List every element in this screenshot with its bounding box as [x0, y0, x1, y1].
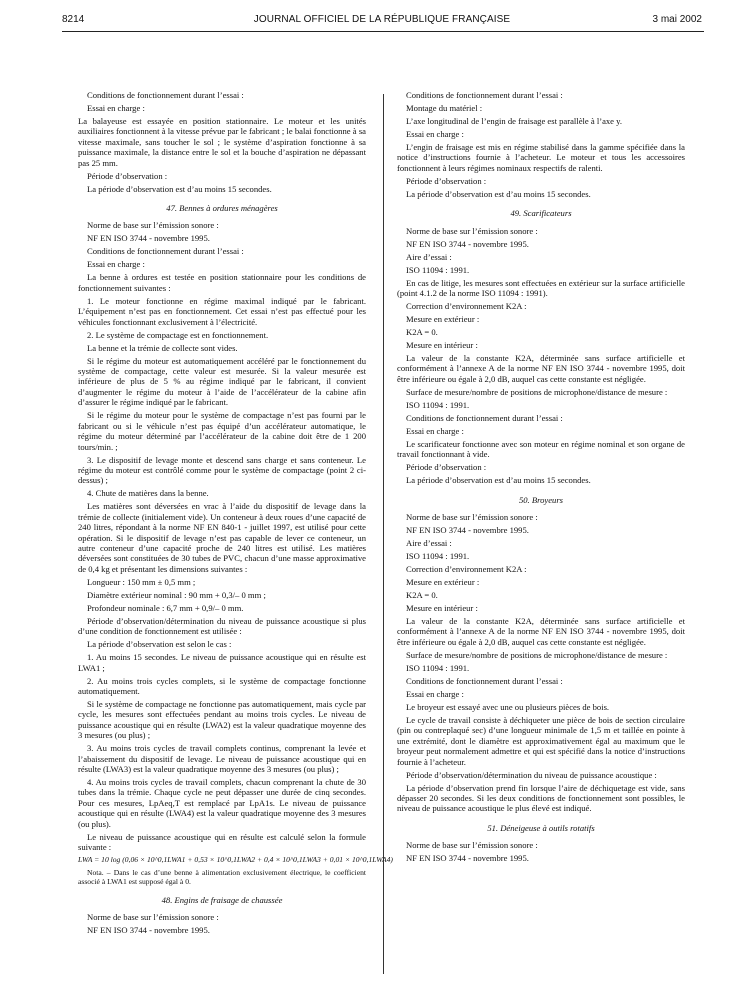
- note: Nota. – Dans le cas d’une benne à alimentation exclusivement électrique, le coefficient associé à LWA1 est supposé égal à 0.: [78, 868, 366, 887]
- paragraph: Conditions de fonctionnement durant l’essai :: [406, 412, 563, 423]
- page-header: [62, 14, 702, 30]
- paragraph: 1. Au moins 15 secondes. Le niveau de puissance acoustique qui en résulte est LWA1 ;: [78, 652, 366, 673]
- paragraph: Les matières sont déversées en vrac à l’aide du dispositif de levage dans la trémie de collecte (initialement vide). Un conteneur à deux roues d’une capacité de 240 litres, répondant à la norme NF EN 840-1 - juillet 1997, est utilisé pour cette opération. Si le dispositif de levage n’est pas capable de lever ce conteneur, un autre conteneur d’une capacité proche de 240 litres est utilisé. Les matières déversées sont constituées de 30 tubes de PVC, chacun d’une masse approximative de 0,4 kg et présentant les dimensions suivantes :: [78, 501, 366, 574]
- paragraph: Essai en charge :: [406, 688, 464, 699]
- paragraph: L’engin de fraisage est mis en régime stabilisé dans la gamme spécifiée dans la notice d’instructions fournie à l’acheteur. Le moteur et tous les accessoires fonctionnent à leurs régimes nominaux respectifs de ralenti.: [397, 142, 685, 173]
- paragraph: La valeur de la constante K2A, déterminée sans surface artificielle et conformément à l’annexe A de la norme NF EN ISO 3744 - novembre 1995, doit être inférieure ou égale à 2,0 dB, auquel cas cette constante est négligée.: [397, 616, 685, 647]
- paragraph: En cas de litige, les mesures sont effectuées en extérieur sur la surface artificielle (point 4.1.2 de la norme ISO 11094 : 1991).: [397, 277, 685, 299]
- paragraph: Aire d’essai :: [406, 538, 452, 549]
- section-heading: 50. Broyeurs: [518, 494, 564, 505]
- paragraph: La benne à ordures est testée en position stationnaire pour les conditions de fonctionnement suivantes :: [78, 272, 366, 293]
- paragraph: Mesure en intérieur :: [406, 603, 478, 614]
- paragraph: Aire d’essai :: [406, 251, 452, 262]
- paragraph: ISO 11094 : 1991.: [406, 551, 470, 562]
- paragraph: Période d’observation/détermination du niveau de puissance acoustique :: [406, 769, 657, 780]
- paragraph: K2A = 0.: [406, 590, 438, 601]
- right-column: [397, 90, 685, 866]
- paragraph: NF EN ISO 3744 - novembre 1995.: [87, 925, 210, 936]
- paragraph: ISO 11094 : 1991.: [406, 662, 470, 673]
- publication-date: 3 mai 2002: [652, 14, 702, 25]
- paragraph: Si le système de compactage ne fonctionne pas automatiquement, mais cycle par cycle, les mesures sont effectuées pendant au moins trois cycles. Le niveau de puissance acoustique qui en résulte (LWA2) est la valeur quadratique moyenne des 3 mesures (ou plus) ;: [78, 698, 366, 741]
- paragraph: Norme de base sur l’émission sonore :: [87, 220, 219, 231]
- paragraph: La période d’observation est d’au moins 15 secondes.: [406, 188, 591, 199]
- section-heading: 47. Bennes à ordures ménagères: [166, 203, 278, 214]
- paragraph: La valeur de la constante K2A, déterminée sans surface artificielle et conformément à l’annexe A de la norme NF EN ISO 3744 - novembre 1995, doit être inférieure ou égale à 2,0 dB, auquel cas cette constante est négligée.: [397, 353, 685, 384]
- paragraph: K2A = 0.: [406, 327, 438, 338]
- paragraph: La benne et la trémie de collecte sont vides.: [87, 342, 238, 353]
- paragraph: NF EN ISO 3744 - novembre 1995.: [406, 525, 529, 536]
- paragraph: NF EN ISO 3744 - novembre 1995.: [406, 853, 529, 864]
- paragraph: Diamètre extérieur nominal : 90 mm + 0,3/– 0 mm ;: [87, 589, 266, 600]
- paragraph: Le cycle de travail consiste à déchiqueter une pièce de bois de section circulaire (pin ou contreplaqué sec) d’une longueur minimale de 1,5 m et taillée en pointe à une extrémité, dont le diamètre est approximativement égal au maximum que le broyeur peut normalement admettre et qui est spécifié dans la notice d’instructions fournie à l’acheteur.: [397, 714, 685, 767]
- paragraph: ISO 11094 : 1991.: [406, 399, 470, 410]
- paragraph: L’axe longitudinal de l’engin de fraisage est parallèle à l’axe y.: [406, 116, 623, 126]
- paragraph: Essai en charge :: [87, 103, 145, 113]
- header-rule: [62, 31, 704, 32]
- paragraph: Conditions de fonctionnement durant l’essai :: [87, 246, 244, 257]
- section-heading: 51. Déneigeuse à outils rotatifs: [487, 822, 595, 833]
- paragraph: Montage du matériel :: [406, 103, 483, 113]
- page-number: 8214: [62, 14, 85, 25]
- paragraph: Longueur : 150 mm ± 0,5 mm ;: [87, 576, 196, 587]
- paragraph: NF EN ISO 3744 - novembre 1995.: [87, 233, 210, 244]
- journal-title: JOURNAL OFFICIEL DE LA RÉPUBLIQUE FRANÇAISE: [253, 14, 511, 25]
- paragraph: Période d’observation/détermination du niveau de puissance acoustique si plus d’une condition de fonctionnement est utilisée :: [78, 615, 366, 637]
- paragraph: 1. Le moteur fonctionne en régime maximal indiqué par le fabricant. L’équipement n’est pas en fonctionnement. Cet essai n’est pas effectué pour les véhicules fonctionnant exclusivement à l’électricité.: [78, 295, 366, 327]
- column-divider: [383, 94, 384, 974]
- paragraph: Le scarificateur fonctionne avec son moteur en régime nominal et son organe de travail fonctionnant à vide.: [397, 438, 685, 460]
- paragraph: Conditions de fonctionnement durant l’essai :: [406, 675, 563, 686]
- paragraph: Période d’observation :: [406, 175, 487, 186]
- paragraph: Correction d’environnement K2A :: [406, 564, 527, 575]
- paragraph: 3. Au moins trois cycles de travail complets continus, comprenant la levée et l’abaissement du dispositif de levage. Le niveau de puissance acoustique qui en résulte (LWA3) est la valeur quadratique moyenne des 3 mesures (ou plus) ;: [78, 743, 366, 774]
- paragraph: Le broyeur est essayé avec une ou plusieurs pièces de bois.: [406, 701, 610, 712]
- paragraph: 2. Au moins trois cycles complets, si le système de compactage fonctionne automatiquement.: [78, 675, 366, 696]
- section-heading: 49. Scarificateurs: [510, 208, 572, 219]
- paragraph: Surface de mesure/nombre de positions de microphone/distance de mesure :: [406, 649, 668, 660]
- paragraph: Essai en charge :: [406, 425, 464, 436]
- paragraph: Norme de base sur l’émission sonore :: [406, 512, 538, 523]
- paragraph: Norme de base sur l’émission sonore :: [406, 225, 538, 236]
- paragraph: Profondeur nominale : 6,7 mm + 0,9/– 0 mm.: [87, 602, 244, 613]
- paragraph: Mesure en extérieur :: [406, 577, 480, 588]
- paragraph: Essai en charge :: [406, 129, 464, 139]
- paragraph: La période d’observation est d’au moins 15 secondes.: [87, 183, 272, 194]
- paragraph: Si le régime du moteur est automatiquement accéléré par le fonctionnement du système de compactage, cette valeur est mesurée. Si la valeur mesurée est inférieure de plus de 5 % au régime indiqué par le fabricant, il convient d’augmenter le régime du moteur à l’aide de l’accélérateur de la cabine afin d’assurer le régime indiqué par le fabricant.: [78, 355, 366, 408]
- left-column: [78, 90, 393, 938]
- formula: LWA = 10 log (0,06 × 10^0,1LWA1 + 0,53 × 10^0,1LWA2 + 0,4 × 10^0,1LWA3 + 0,01 × 10^0,1LWA4): [78, 855, 393, 865]
- paragraph: Essai en charge :: [87, 259, 145, 270]
- paragraph: Norme de base sur l’émission sonore :: [87, 912, 219, 923]
- paragraph: 4. Au moins trois cycles de travail complets, chacun comprenant la chute de 30 tubes dans la trémie. Chaque cycle ne peut dépasser une durée de cinq secondes. Pour ces mesures, LpAeq,T est remplacé par LpA1s. Le niveau de puissance acoustique qui en résulte (LWA4) est la valeur quadratique moyenne des 3 mesures (ou plus).: [78, 777, 366, 829]
- paragraph: 2. Le système de compactage est en fonctionnement.: [87, 329, 269, 340]
- paragraph: Surface de mesure/nombre de positions de microphone/distance de mesure :: [406, 386, 668, 397]
- paragraph: Période d’observation :: [87, 170, 168, 181]
- paragraph: Mesure en intérieur :: [406, 340, 478, 351]
- paragraph: 3. Le dispositif de levage monte et descend sans charge et sans conteneur. Le régime du moteur est contrôlé comme pour le système de compactage (point 2 ci-dessus) ;: [78, 454, 366, 486]
- paragraph: La période d’observation est selon le cas :: [87, 639, 232, 650]
- paragraph: La balayeuse est essayée en position stationnaire. Le moteur et les unités auxiliaires fonctionnent à la vitesse prévue par le fabricant ; le balai fonctionne à sa vitesse maximale, sans toucher le sol ; le système d’aspiration fonctionne à sa puissance maximale, la distance entre le sol et la bouche d’aspiration ne dépassant pas 25 mm.: [78, 116, 366, 168]
- paragraph: Correction d’environnement K2A :: [406, 301, 527, 312]
- paragraph: NF EN ISO 3744 - novembre 1995.: [406, 238, 529, 249]
- paragraph: La période d’observation est d’au moins 15 secondes.: [406, 475, 591, 486]
- paragraph: Conditions de fonctionnement durant l’essai :: [406, 90, 563, 100]
- paragraph: Le niveau de puissance acoustique qui en résulte est calculé selon la formule suivante :: [78, 831, 366, 853]
- paragraph: Conditions de fonctionnement durant l’essai :: [87, 90, 244, 100]
- paragraph: 4. Chute de matières dans la benne.: [87, 488, 209, 499]
- paragraph: Si le régime du moteur pour le système de compactage n’est pas fourni par le fabricant ou si le véhicule n’est pas équipé d’un accélérateur automatique, le régime du moteur déterminé par l’accélérateur de la cabine doit être de 1 200 tours/min. ;: [78, 410, 366, 452]
- paragraph: ISO 11094 : 1991.: [406, 264, 470, 275]
- paragraph: Mesure en extérieur :: [406, 314, 480, 325]
- section-heading: 48. Engins de fraisage de chaussée: [161, 895, 283, 906]
- paragraph: Période d’observation :: [406, 462, 487, 473]
- paragraph: La période d’observation prend fin lorsque l’aire de déchiquetage est vide, sans dépasser 20 secondes. Si les deux conditions de fonctionnement sont possibles, le niveau de puissance acoustique le plus élevé est indiqué.: [397, 782, 685, 814]
- paragraph: Norme de base sur l’émission sonore :: [406, 840, 538, 851]
